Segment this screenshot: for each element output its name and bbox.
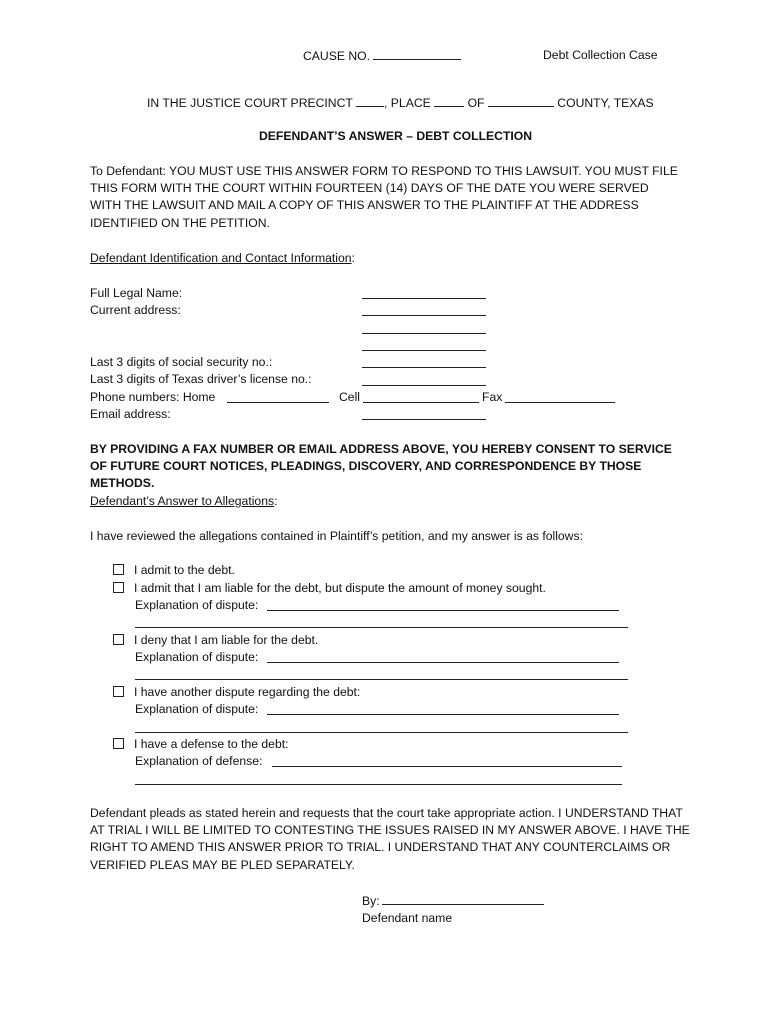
full-name-label: Full Legal Name:: [90, 286, 183, 300]
explanation-field-2b[interactable]: [135, 627, 628, 628]
explanation-field-2a[interactable]: [267, 610, 619, 611]
signature-field[interactable]: [382, 892, 544, 905]
phone-home-field[interactable]: [227, 402, 329, 403]
address-label: Current address:: [90, 303, 181, 317]
cause-number: [303, 47, 461, 64]
answer-heading-text: Defendant’s Answer to Allegations: [90, 494, 275, 508]
case-type: Debt Collection Case: [543, 48, 658, 62]
explanation-field-4a[interactable]: [267, 714, 619, 715]
county-label: COUNTY, TEXAS: [557, 96, 654, 110]
place-field[interactable]: [434, 94, 464, 107]
explanation-label-2: Explanation of dispute:: [135, 598, 259, 612]
cell-field[interactable]: [363, 402, 479, 403]
closing-statement: Defendant pleads as stated herein and requests that the court take appropriate action. I UNDERSTAND THAT AT TRIAL I WILL BE LIMITED TO CONTESTING THE ISSUES RAISED IN MY ANSWER ABOVE. I HAVE THE RIGHT TO AMEND THIS ANSWER PRIOR TO TRIAL. I UNDERSTAND THAT ANY COUNTERCLAIMS OR VERIFIED PLEAS MAY BE PLED SEPARATELY.: [90, 806, 690, 872]
explanation-label-4: Explanation of dispute:: [135, 702, 259, 716]
deny-checkbox[interactable]: [113, 634, 124, 645]
defense-label: I have a defense to the debt:: [134, 737, 289, 751]
instructions: To Defendant: YOU MUST USE THIS ANSWER FORM TO RESPOND TO THIS LAWSUIT. YOU MUST FILE THIS FORM WITH THE COURT WITHIN FOURTEEN (14) DAYS OF THE DATE YOU WERE SERVED WITH THE LAWSUIT AND MAIL A COPY OF THIS ANSWER TO THE PLAINTIFF AT THE ADDRESS IDENTIFIED ON THE PETITION.: [90, 164, 678, 230]
option-deny: [113, 632, 318, 648]
email-label: Email address:: [90, 407, 171, 421]
by-label: By:: [362, 894, 380, 908]
court-prefix: IN THE JUSTICE COURT PRECINCT: [147, 96, 353, 110]
dl-field[interactable]: [362, 385, 486, 386]
explanation-field-3b[interactable]: [135, 679, 628, 680]
dl-label: Last 3 digits of Texas driver’s license no.:: [90, 372, 312, 386]
answer-intro: I have reviewed the allegations contained in Plaintiff’s petition, and my answer is as follows:: [90, 529, 583, 543]
admit-checkbox[interactable]: [113, 564, 124, 575]
signature-by: [362, 892, 544, 909]
ssn-label: Last 3 digits of social security no.:: [90, 355, 273, 369]
admit-label: I admit to the debt.: [134, 563, 235, 577]
email-field[interactable]: [362, 419, 486, 420]
defense-checkbox[interactable]: [113, 738, 124, 749]
admit-dispute-label: I admit that I am liable for the debt, but dispute the amount of money sought.: [134, 581, 546, 595]
fax-label: Fax: [482, 390, 503, 404]
option-other-dispute: [113, 684, 360, 700]
explanation-field-3a[interactable]: [267, 662, 619, 663]
explanation-label-3: Explanation of dispute:: [135, 650, 259, 664]
identification-heading-text: Defendant Identification and Contact Information: [90, 251, 352, 265]
option-admit-dispute-amount: [113, 580, 546, 596]
explanation-field-5a[interactable]: [272, 766, 622, 767]
address-field-2[interactable]: [362, 333, 486, 334]
cause-no-label: CAUSE NO.: [303, 49, 371, 63]
option-admit: [113, 562, 235, 578]
fax-field[interactable]: [505, 402, 615, 403]
full-name-field[interactable]: [362, 298, 486, 299]
phone-home-label: Phone numbers: Home: [90, 390, 216, 404]
admit-dispute-checkbox[interactable]: [113, 582, 124, 593]
consent-notice: BY PROVIDING A FAX NUMBER OR EMAIL ADDRESS ABOVE, YOU HEREBY CONSENT TO SERVICE OF FUTURE COURT NOTICES, PLEADINGS, DISCOVERY, AND CORRESPONDENCE BY THOSE METHODS.: [90, 442, 672, 491]
of-label: OF: [467, 96, 485, 110]
place-label: , PLACE: [384, 96, 431, 110]
precinct-field[interactable]: [356, 94, 384, 107]
cell-label: Cell: [339, 390, 360, 404]
explanation-label-5: Explanation of defense:: [135, 754, 263, 768]
court-line: [147, 94, 654, 111]
address-field-3[interactable]: [362, 350, 486, 351]
ssn-field[interactable]: [362, 367, 486, 368]
page-title: DEFENDANT’S ANSWER – DEBT COLLECTION: [259, 129, 533, 143]
address-field-1[interactable]: [362, 315, 486, 316]
answer-heading: Defendant’s Answer to Allegations:: [90, 494, 278, 508]
other-dispute-checkbox[interactable]: [113, 686, 124, 697]
explanation-field-4b[interactable]: [135, 732, 628, 733]
deny-label: I deny that I am liable for the debt.: [134, 633, 319, 647]
cause-no-field[interactable]: [373, 47, 461, 60]
county-field[interactable]: [488, 94, 554, 107]
identification-heading: Defendant Identification and Contact Information:: [90, 251, 355, 265]
explanation-field-5b[interactable]: [135, 784, 622, 785]
defendant-name-label: Defendant name: [362, 911, 453, 925]
option-defense: [113, 736, 289, 752]
other-dispute-label: I have another dispute regarding the debt:: [134, 685, 361, 699]
